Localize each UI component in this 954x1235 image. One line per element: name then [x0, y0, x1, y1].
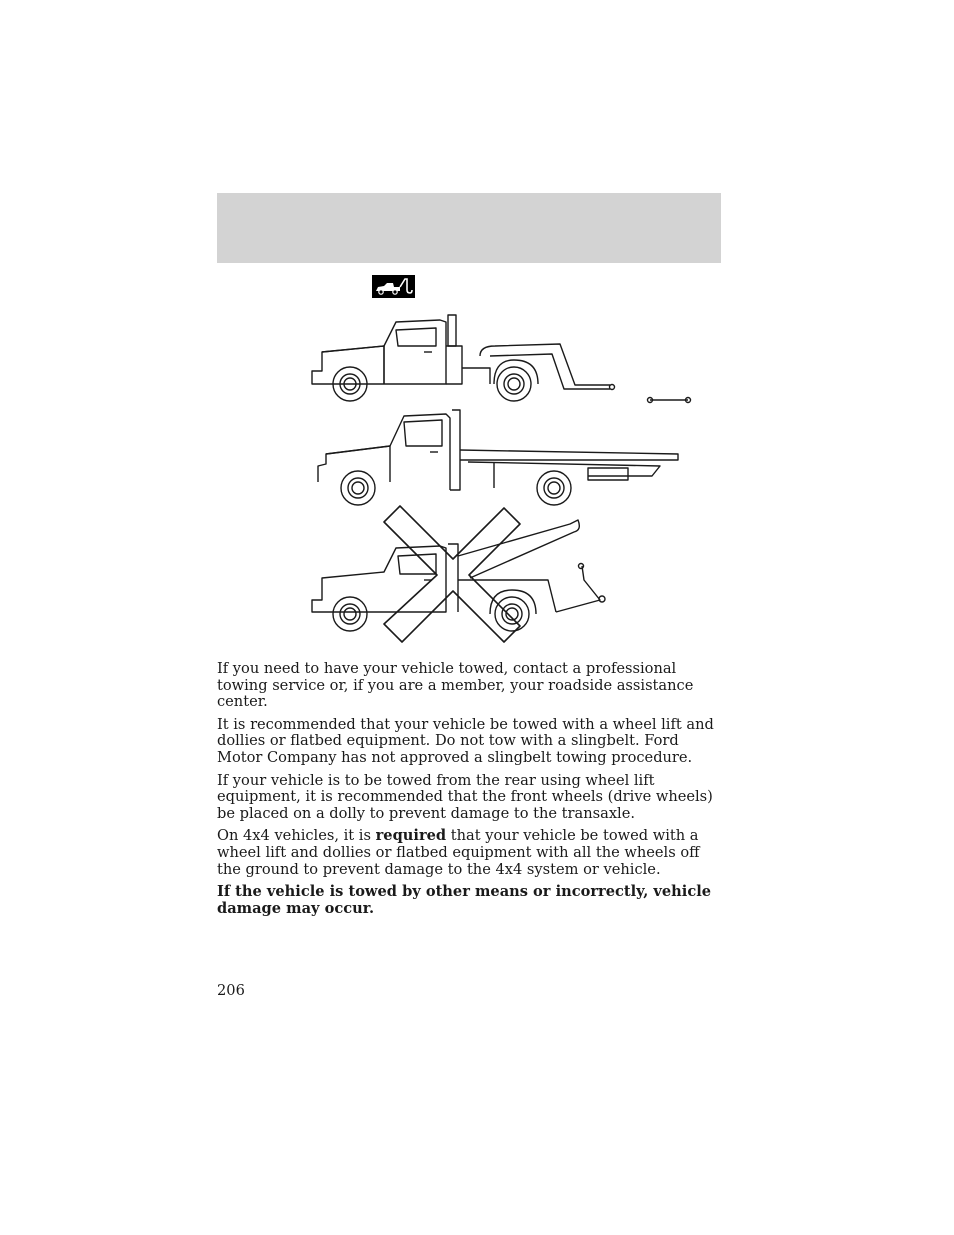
flatbed-tow-truck	[318, 410, 678, 505]
paragraph-warning: If the vehicle is towed by other means or incorrectly, vehicle damage may occur.	[217, 883, 712, 917]
paragraph-rear-wheel-lift: If your vehicle is to be towed from the rear using wheel lift equipment, it is recommended that the front wheels (drive wheels) be placed on a dolly to prevent damage to the transaxle.	[217, 771, 713, 822]
paragraph-professional-towing: If you need to have your vehicle towed, contact a professional towing service or, if you are a member, your roadside assistance center.	[217, 660, 694, 711]
wheel-lift-tow-truck	[312, 315, 691, 403]
towing-instructions	[217, 661, 722, 923]
towing-methods-illustration	[300, 305, 700, 645]
slingbelt-tow-truck	[312, 520, 605, 631]
page-number: 206	[217, 982, 245, 999]
paragraph-4x4-requirement: On 4x4 vehicles, it is required that your vehicle be towed with a wheel lift and dollies or flatbed equipment with all the wheels off the ground to prevent damage to the 4x4 system or vehicle.	[217, 827, 700, 878]
section-header-band	[217, 193, 721, 263]
tow-truck-icon	[372, 275, 415, 298]
paragraph-recommended-equipment: It is recommended that your vehicle be towed with a wheel lift and dollies or flatbed equipment. Do not tow with a slingbelt. Ford Motor Company has not approved a slingbelt towing procedure.	[217, 715, 714, 766]
